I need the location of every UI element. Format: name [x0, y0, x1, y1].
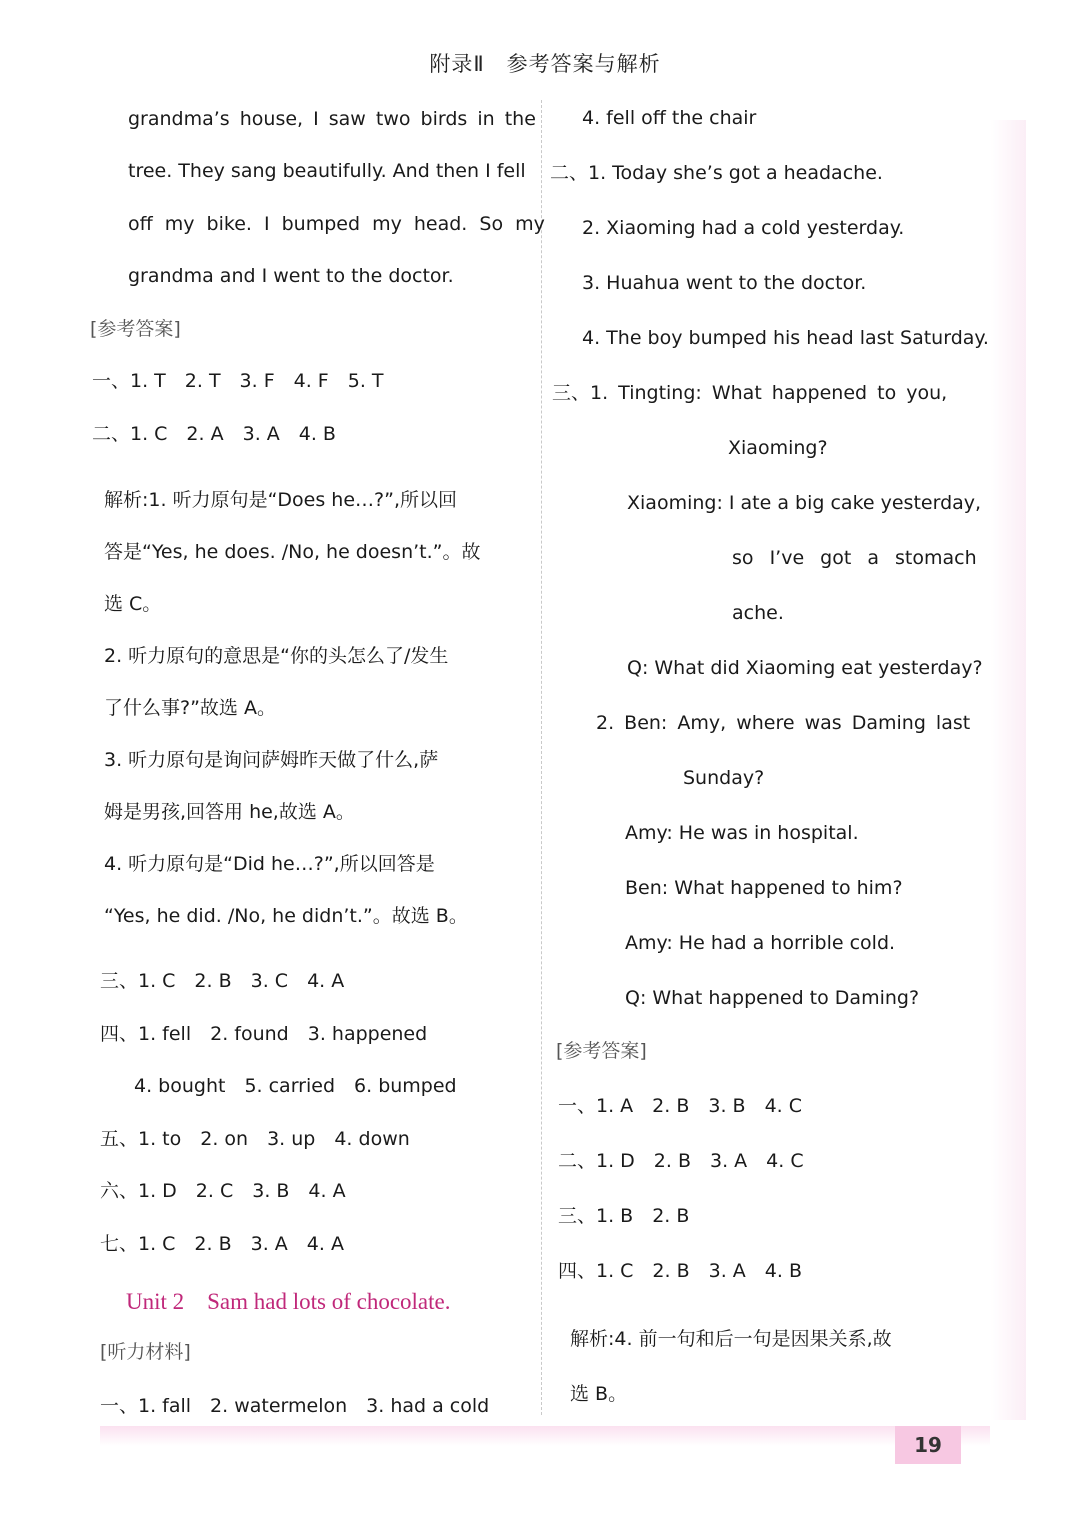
- dialogue-line: Q: What did Xiaoming eat yesterday?: [627, 657, 983, 679]
- answer-line: 3. Huahua went to the doctor.: [582, 272, 867, 294]
- dialogue-line: Xiaoming: I ate a big cake yesterday,: [627, 492, 982, 514]
- paragraph-line: grandma and I went to the doctor.: [128, 265, 454, 287]
- answer-line: 四、1. C 2. B 3. A 4. B: [558, 1260, 803, 1282]
- dialogue-line: 2. Ben: Amy, where was Daming last: [596, 712, 971, 734]
- answer-heading: [参考答案]: [90, 318, 181, 340]
- explanation-line: 姆是男孩,回答用 he,故选 A。: [104, 801, 355, 823]
- unit-title: Unit 2 Sam had lots of chocolate.: [126, 1289, 451, 1314]
- dialogue-line: Ben: What happened to him?: [625, 877, 903, 899]
- dialogue-line: Sunday?: [683, 767, 765, 789]
- explanation-line: 解析:4. 前一句和后一句是因果关系,故: [570, 1328, 892, 1350]
- explanation-line: 选 C。: [104, 593, 162, 615]
- answer-line: 三、1. B 2. B: [558, 1205, 690, 1227]
- watermark-logo: [900, 1470, 1080, 1530]
- explanation-line: 解析:1. 听力原句是“Does he…?”,所以回: [104, 489, 457, 511]
- answer-line: 四、1. fell 2. found 3. happened: [100, 1023, 428, 1045]
- explanation-line: 2. 听力原句的意思是“你的头怎么了/发生: [104, 645, 449, 667]
- answer-heading: [参考答案]: [556, 1040, 647, 1062]
- dialogue-line: ache.: [732, 602, 784, 624]
- dialogue-line: Amy: He had a horrible cold.: [625, 932, 896, 954]
- answer-line: 二、1. Today she’s got a headache.: [550, 162, 883, 184]
- dialogue-line: 三、1. Tingting: What happened to you,: [552, 382, 948, 404]
- explanation-line: 了什么事?”故选 A。: [104, 697, 276, 719]
- bottom-strip: [100, 1426, 990, 1446]
- dialogue-line: Q: What happened to Daming?: [625, 987, 920, 1009]
- answer-line: 一、1. fall 2. watermelon 3. had a cold: [100, 1395, 490, 1417]
- column-divider: [541, 100, 542, 1415]
- answer-line: 2. Xiaoming had a cold yesterday.: [582, 217, 905, 239]
- answer-line: 五、1. to 2. on 3. up 4. down: [100, 1128, 410, 1150]
- answer-line: 三、1. C 2. B 3. C 4. A: [100, 970, 345, 992]
- answer-line: 七、1. C 2. B 3. A 4. A: [100, 1233, 344, 1255]
- answer-line: 六、1. D 2. C 3. B 4. A: [100, 1180, 346, 1202]
- dialogue-line: so I’ve got a stomach: [732, 547, 977, 569]
- page-number: 19: [895, 1426, 961, 1464]
- dialogue-line: Xiaoming?: [728, 437, 828, 459]
- listening-heading: [听力材料]: [100, 1341, 191, 1363]
- explanation-line: 选 B。: [570, 1383, 628, 1405]
- paragraph-line: off my bike. I bumped my head. So my: [128, 213, 545, 235]
- answer-line: 4. bought 5. carried 6. bumped: [134, 1075, 457, 1097]
- explanation-line: “Yes, he did. /No, he didn’t.”。故选 B。: [104, 905, 468, 927]
- paragraph-line: tree. They sang beautifully. And then I fell: [128, 160, 526, 182]
- explanation-line: 答是“Yes, he does. /No, he doesn’t.”。故: [104, 541, 481, 563]
- explanation-line: 4. 听力原句是“Did he…?”,所以回答是: [104, 853, 435, 875]
- dialogue-line: Amy: He was in hospital.: [625, 822, 859, 844]
- paragraph-line: grandma’s house, I saw two birds in the: [128, 108, 536, 130]
- answer-line: 4. fell off the chair: [582, 107, 757, 129]
- explanation-line: 3. 听力原句是询问萨姆昨天做了什么,萨: [104, 749, 439, 771]
- margin-shade: [990, 120, 1026, 1420]
- answer-line: 4. The boy bumped his head last Saturday.: [582, 327, 989, 349]
- answer-line: 一、1. A 2. B 3. B 4. C: [558, 1095, 803, 1117]
- answer-line: 一、1. T 2. T 3. F 4. F 5. T: [92, 370, 384, 392]
- page-header: 附录Ⅱ 参考答案与解析: [429, 52, 661, 76]
- answer-line: 二、1. D 2. B 3. A 4. C: [558, 1150, 804, 1172]
- answer-line: 二、1. C 2. A 3. A 4. B: [92, 423, 336, 445]
